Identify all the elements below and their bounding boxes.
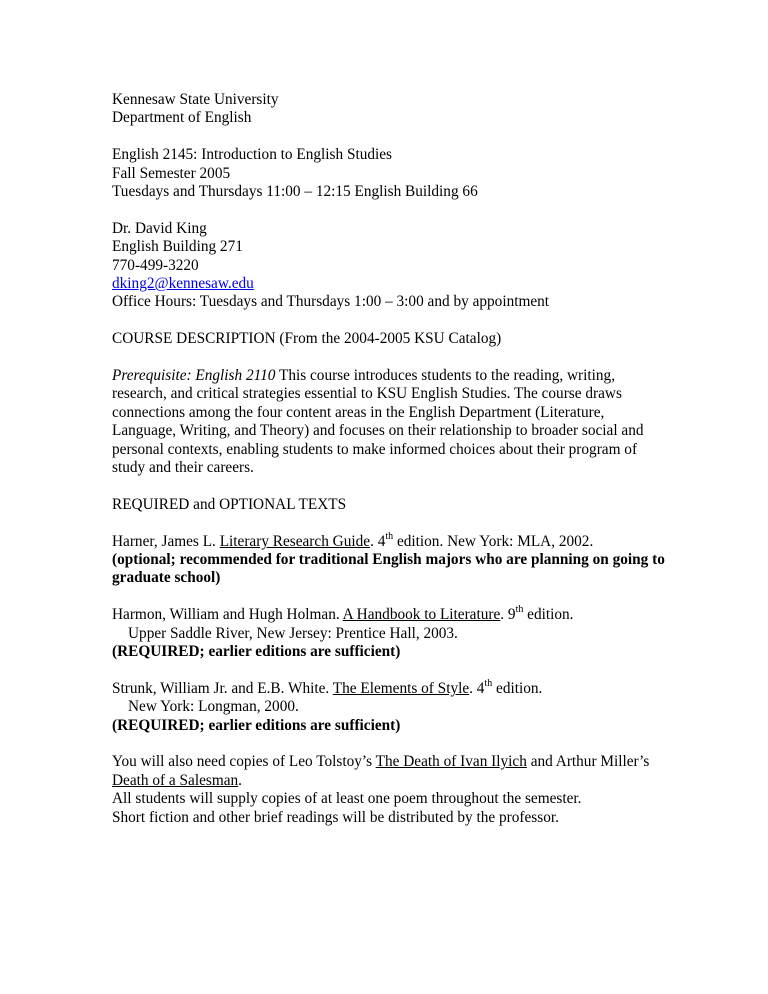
course-title: English 2145: Introduction to English Studies bbox=[112, 146, 393, 164]
additional-suffix: . bbox=[238, 771, 242, 789]
department-name: Department of English bbox=[112, 109, 252, 127]
university-name: Kennesaw State University bbox=[112, 91, 279, 108]
text-item bbox=[112, 677, 672, 735]
text-item bbox=[112, 530, 672, 588]
text-publication: edition. New York: MLA, 2002. bbox=[393, 532, 594, 550]
additional-middle: and Arthur Miller’s bbox=[526, 753, 650, 771]
readings-note: Short fiction and other brief readings will be distributed by the professor. bbox=[112, 808, 559, 826]
text-edition: . 4 bbox=[370, 532, 386, 550]
text-title: Literary Research Guide bbox=[219, 532, 371, 550]
additional-book-2: Death of a Salesman bbox=[112, 771, 239, 789]
text-publication: New York: Longman, 2000. bbox=[128, 698, 299, 716]
instructor-phone: 770-499-3220 bbox=[112, 256, 199, 274]
texts-heading: REQUIRED and OPTIONAL TEXTS bbox=[112, 495, 347, 513]
text-item bbox=[112, 606, 672, 661]
text-edition-label: edition. bbox=[492, 679, 543, 697]
text-edition-suffix: th bbox=[484, 677, 493, 689]
instructor-email-link[interactable]: dking2@kennesaw.edu bbox=[112, 275, 254, 293]
text-publication: Upper Saddle River, New Jersey: Prentice Hall, 2003. bbox=[128, 624, 458, 642]
text-note: (REQUIRED; earlier editions are sufficient) bbox=[112, 716, 401, 734]
text-title: A Handbook to Literature bbox=[342, 606, 501, 624]
text-edition: . 9 bbox=[500, 606, 516, 624]
text-note: (optional; recommended for traditional English majors who are planning on going to graduate school) bbox=[112, 551, 665, 587]
text-edition: . 4 bbox=[469, 679, 485, 697]
text-edition-suffix: th bbox=[515, 604, 524, 616]
course-description-heading: COURSE DESCRIPTION (From the 2004-2005 KSU Catalog) bbox=[112, 330, 502, 348]
additional-book-1: The Death of Ivan Ilyich bbox=[375, 753, 527, 771]
office-hours: Office Hours: Tuesdays and Thursdays 1:00 – 3:00 and by appointment bbox=[112, 293, 550, 311]
instructor-name: Dr. David King bbox=[112, 219, 207, 237]
text-title: The Elements of Style bbox=[332, 679, 470, 697]
course-semester: Fall Semester 2005 bbox=[112, 164, 231, 182]
syllabus-page bbox=[112, 91, 672, 827]
text-note: (REQUIRED; earlier editions are sufficient) bbox=[112, 643, 401, 661]
text-author: Harner, James L. bbox=[112, 532, 220, 550]
course-description-text: This course introduces students to the reading, writing, research, and critical strategies essential to KSU English Studies. The course draws connections among the four content areas in the English Department (Literature, Language, Writing, and Theory) and focuses on their relationship to broader social and personal contexts, enabling students to make informed choices about their program of study and their careers. bbox=[112, 367, 644, 477]
poem-requirement: All students will supply copies of at least one poem throughout the semester. bbox=[112, 790, 582, 808]
course-schedule: Tuesdays and Thursdays 11:00 – 12:15 English Building 66 bbox=[112, 183, 478, 201]
additional-texts bbox=[112, 753, 672, 827]
additional-prefix: You will also need copies of Leo Tolstoy’s bbox=[112, 753, 376, 771]
instructor-office: English Building 271 bbox=[112, 238, 243, 256]
prerequisite: Prerequisite: English 2110 bbox=[112, 367, 276, 385]
text-author: Strunk, William Jr. and E.B. White. bbox=[112, 679, 333, 697]
course-description bbox=[112, 367, 672, 477]
text-edition-label: edition. bbox=[523, 606, 574, 624]
text-author: Harmon, William and Hugh Holman. bbox=[112, 606, 343, 624]
text-edition-suffix: th bbox=[385, 530, 394, 542]
